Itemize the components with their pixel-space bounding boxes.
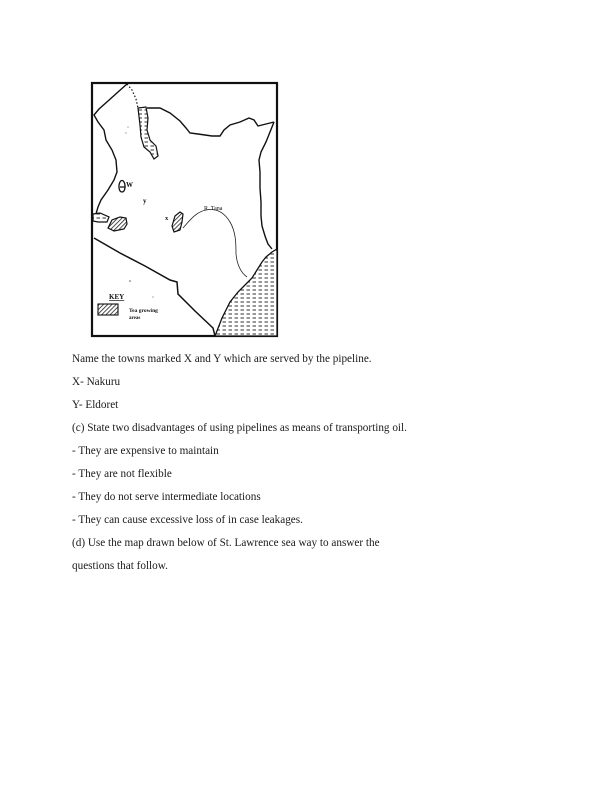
label-x: x <box>165 215 169 222</box>
answer-y: Y- Eldoret <box>72 399 119 411</box>
key-label-line2: areas <box>129 316 141 321</box>
answer-x: X- Nakuru <box>72 376 121 388</box>
question-d-line1: (d) Use the map drawn below of St. Lawrence sea way to answer the <box>72 537 380 549</box>
answer-c-1: - They are expensive to maintain <box>72 445 219 457</box>
question-towns: Name the towns marked X and Y which are served by the pipeline. <box>72 353 372 365</box>
label-w: W <box>126 181 133 189</box>
answer-c-2: - They are not flexible <box>72 468 172 480</box>
key-title: KEY <box>109 293 125 301</box>
key-label-line1: Tea growing <box>129 308 158 314</box>
key-swatch-tea <box>98 304 118 315</box>
answer-c-3: - They do not serve intermediate locations <box>72 491 261 503</box>
question-c: (c) State two disadvantages of using pipelines as means of transporting oil. <box>72 422 407 434</box>
question-d-line2: questions that follow. <box>72 560 168 572</box>
label-y: y <box>143 197 147 205</box>
kenya-map-figure <box>88 79 282 341</box>
label-river-tana: R. Tana <box>204 206 223 212</box>
kenya-map-svg <box>88 79 282 341</box>
answer-c-4: - They can cause excessive loss of in case leakages. <box>72 514 303 526</box>
